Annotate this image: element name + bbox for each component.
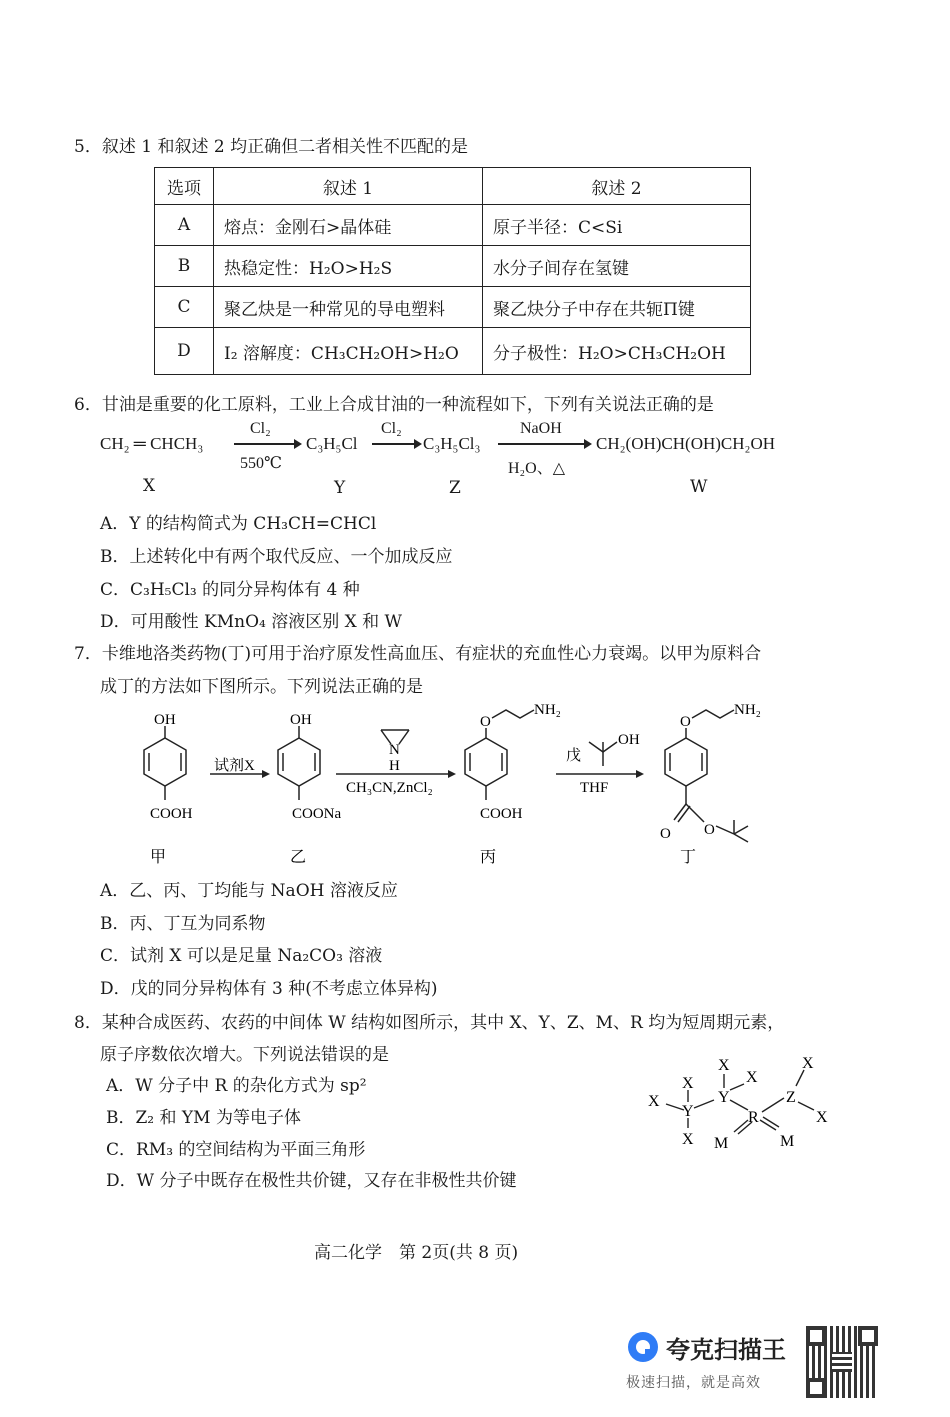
condition-2: CH₃CN,ZnCl₂ xyxy=(346,780,433,796)
condition-thf: THF xyxy=(580,780,609,796)
table-cell: D xyxy=(155,328,214,375)
table-header: 叙述 2 xyxy=(483,168,751,205)
atom-y: Y xyxy=(718,1089,730,1106)
atom-x: X xyxy=(746,1069,758,1086)
atom-x: X xyxy=(718,1057,730,1074)
q8-structure xyxy=(630,1040,840,1170)
scanner-brand: 夸克扫描王 xyxy=(666,1336,786,1364)
bing-o: O xyxy=(480,714,491,730)
compound-y: C₃H₅Cl xyxy=(306,434,358,453)
q7-option-a: A．乙、丙、丁均能与 NaOH 溶液反应 xyxy=(100,881,398,901)
q8-option-b: B．Z₂ 和 YM 为等电子体 xyxy=(106,1108,301,1128)
q5-table xyxy=(154,167,751,375)
tert-butanol xyxy=(589,742,617,766)
arrow-head xyxy=(636,770,644,778)
q7-stem-line1: 7．卡维地洛类药物(丁)可用于治疗原发性高血压、有症状的充血性心力衰竭。以甲为原料合 xyxy=(74,644,762,664)
compound-z: C₃H₅Cl₃ xyxy=(423,434,481,453)
arrow3-reagent: NaOH xyxy=(520,420,562,437)
table-cell: I₂ 溶解度：CH₃CH₂OH>H₂O xyxy=(214,328,483,375)
q6-option-d: D．可用酸性 KMnO₄ 溶液区别 X 和 W xyxy=(100,612,403,632)
arrow2-reagent: Cl₂ xyxy=(381,420,402,437)
scanner-watermark xyxy=(622,1326,932,1402)
atom-x: X xyxy=(648,1093,660,1110)
label-x: X xyxy=(143,476,156,496)
table-cell: 熔点：金刚石>晶体硅 xyxy=(214,205,483,246)
table-row xyxy=(155,328,751,375)
bing-nh2: NH₂ xyxy=(534,702,561,718)
reaction-arrow xyxy=(498,443,588,445)
label-z: Z xyxy=(449,478,461,498)
bing-cooh: COOH xyxy=(480,806,523,822)
q7-option-b: B．丙、丁互为同系物 xyxy=(100,914,266,934)
reagent-wu: 戊 xyxy=(566,748,582,764)
structure-bing xyxy=(465,710,534,800)
table-header: 叙述 1 xyxy=(214,168,483,205)
name-jia: 甲 xyxy=(150,849,167,866)
yi-oh: OH xyxy=(290,712,312,728)
q6-option-a: A．Y 的结构简式为 CH₃CH=CHCl xyxy=(100,514,377,534)
atom-x: X xyxy=(816,1109,828,1126)
atom-m: M xyxy=(714,1135,729,1152)
ding-carbonyl-o: O xyxy=(660,826,671,842)
compound-x: CH₂ ═ CHCH₃ xyxy=(100,434,204,453)
table-cell: 原子半径：C<Si xyxy=(483,205,751,246)
structure-jia xyxy=(144,726,186,800)
scanner-slogan: 极速扫描，就是高效 xyxy=(626,1375,761,1391)
table-cell: 热稳定性：H₂O>H₂S xyxy=(214,246,483,287)
scanner-logo-icon xyxy=(628,1332,658,1362)
table-row xyxy=(155,287,751,328)
aziridine-n: N xyxy=(389,742,400,758)
arrow1-reagent: Cl₂ xyxy=(250,420,271,437)
tert-butanol-oh: OH xyxy=(618,732,640,748)
jia-cooh: COOH xyxy=(150,806,193,822)
q7-option-d: D．戊的同分异构体有 3 种(不考虑立体异构) xyxy=(100,979,438,999)
compound-w: CH₂(OH)CH(OH)CH₂OH xyxy=(596,434,776,453)
page-footer: 高二化学 第 2页(共 8 页) xyxy=(314,1243,519,1263)
name-yi: 乙 xyxy=(290,849,307,866)
table-cell: 分子极性：H₂O>CH₃CH₂OH xyxy=(483,328,751,375)
name-ding: 丁 xyxy=(680,849,697,866)
q8-option-d: D．W 分子中既存在极性共价键，又存在非极性共价键 xyxy=(106,1171,517,1191)
atom-x: X xyxy=(802,1055,814,1072)
arrow-head xyxy=(448,770,456,778)
q8-stem-line1: 8．某种合成医药、农药的中间体 W 结构如图所示，其中 X、Y、Z、M、R 均为短周期元素， xyxy=(74,1013,785,1033)
label-w: W xyxy=(690,477,708,497)
structure-yi xyxy=(278,726,320,800)
q8-stem-line2: 原子序数依次增大。下列说法错误的是 xyxy=(100,1045,389,1065)
arrow-head xyxy=(294,439,302,449)
table-cell: 水分子间存在氢键 xyxy=(483,246,751,287)
table-row xyxy=(155,205,751,246)
ding-ester-o: O xyxy=(704,822,715,838)
arrow3-condition: H₂O、△ xyxy=(508,460,565,477)
ding-nh2: NH₂ xyxy=(734,702,761,718)
arrow1-condition: 550℃ xyxy=(240,455,282,472)
q7-option-c: C．试剂 X 可以是足量 Na₂CO₃ 溶液 xyxy=(100,946,383,966)
q6-option-c: C．C₃H₅Cl₃ 的同分异构体有 4 种 xyxy=(100,580,360,600)
reagent-x: 试剂X xyxy=(214,758,255,774)
q7-stem-line2: 成丁的方法如下图所示。下列说法正确的是 xyxy=(100,677,423,697)
reaction-arrow xyxy=(234,443,298,445)
q7-scheme xyxy=(0,690,950,880)
table-cell: A xyxy=(155,205,214,246)
qr-code-icon xyxy=(806,1326,878,1398)
q8-option-a: A．W 分子中 R 的杂化方式为 sp² xyxy=(106,1076,367,1096)
arrow-head xyxy=(414,439,422,449)
atom-y: Y xyxy=(682,1103,694,1120)
q5-stem: 5．叙述 1 和叙述 2 均正确但二者相关性不匹配的是 xyxy=(74,137,469,157)
table-cell: 聚乙炔是一种常见的导电塑料 xyxy=(214,287,483,328)
table-cell: B xyxy=(155,246,214,287)
q6-option-b: B．上述转化中有两个取代反应、一个加成反应 xyxy=(100,547,453,567)
table-cell: 聚乙炔分子中存在共轭Π键 xyxy=(483,287,751,328)
atom-x: X xyxy=(682,1131,694,1148)
jia-oh: OH xyxy=(154,712,176,728)
table-header: 选项 xyxy=(155,168,214,205)
arrow-head xyxy=(262,770,270,778)
arrow-head xyxy=(584,439,592,449)
q6-stem: 6．甘油是重要的化工原料，工业上合成甘油的一种流程如下，下列有关说法正确的是 xyxy=(74,395,714,415)
atom-m: M xyxy=(780,1133,795,1150)
aziridine-h: H xyxy=(389,758,400,774)
table-row xyxy=(155,246,751,287)
name-bing: 丙 xyxy=(480,849,497,866)
label-y: Y xyxy=(334,478,346,498)
atom-r: R xyxy=(748,1109,759,1126)
ding-o: O xyxy=(680,714,691,730)
q8-option-c: C．RM₃ 的空间结构为平面三角形 xyxy=(106,1140,366,1160)
table-cell: C xyxy=(155,287,214,328)
table-header-row xyxy=(155,168,751,205)
atom-x: X xyxy=(682,1075,694,1092)
reaction-arrow xyxy=(372,443,418,445)
yi-coona: COONa xyxy=(292,806,342,822)
atom-z: Z xyxy=(786,1089,796,1106)
